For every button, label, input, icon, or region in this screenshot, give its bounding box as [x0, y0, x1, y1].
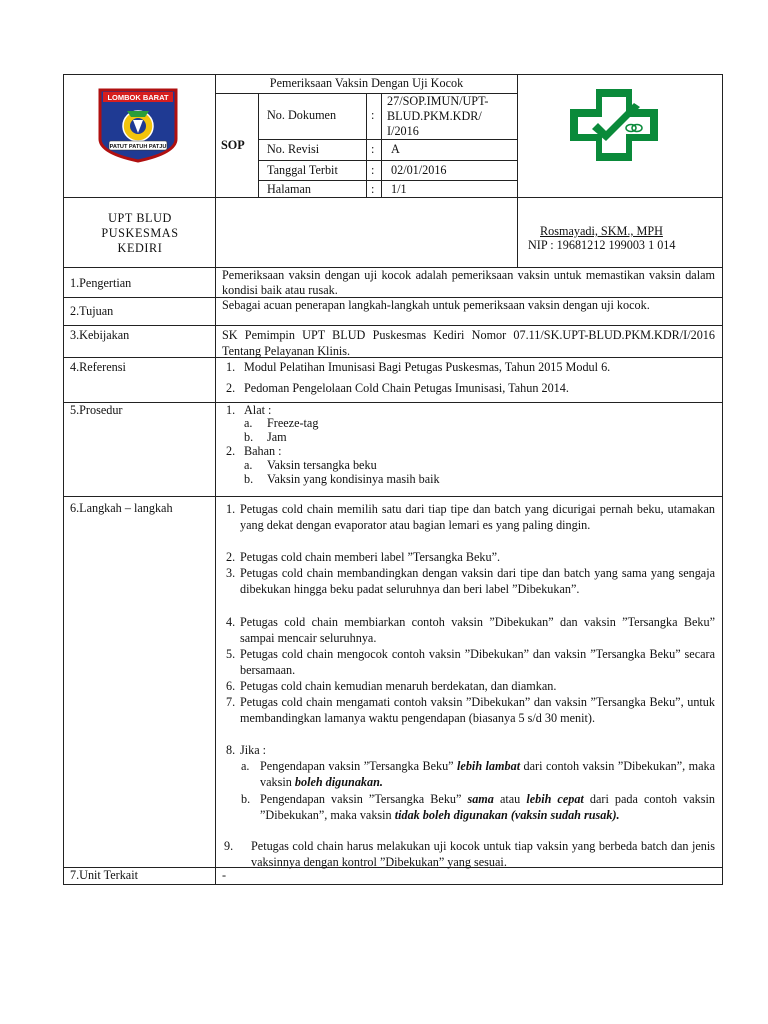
- field-value-halaman: 1/1: [391, 182, 407, 196]
- field-label-divider: [366, 93, 367, 198]
- step-num: 5.: [226, 647, 236, 661]
- org-name: UPT BLUD PUSKESMAS KEDIRI: [101, 211, 179, 255]
- referensi-num: 1.: [226, 360, 236, 374]
- step-text: Petugas cold chain membiarkan contoh vaksin ”Dibekukan” dan vaksin ”Tersangka Beku” sampai mencair seluruhnya.: [240, 615, 715, 645]
- header-right-divider: [517, 74, 518, 198]
- section-label-pengertian: 1.Pengertian: [70, 276, 132, 290]
- emblem-banner-text: LOMBOK BARAT: [107, 93, 169, 102]
- langkah-step: [222, 678, 715, 694]
- step-num: 2.: [226, 550, 236, 564]
- emblem-ribbon-text: PATUT PATUH PATJU: [109, 144, 167, 150]
- referensi-item: Pedoman Pengelolaan Cold Chain Petugas Imunisasi, Tahun 2014.: [244, 381, 569, 395]
- field-line: [258, 160, 517, 161]
- step-num: 8.: [226, 743, 236, 757]
- section-label-langkah: 6.Langkah – langkah: [70, 501, 173, 515]
- step-text: Petugas cold chain kemudian menaruh berdekatan, dan diamkan.: [240, 679, 557, 693]
- field-value-no-revisi: A: [391, 142, 400, 156]
- prosedur-sub-num: b.: [244, 430, 254, 444]
- border-left: [63, 74, 64, 885]
- section-text-pengertian: Pemeriksaan vaksin dengan uji kocok adalah pemeriksaan vaksin untuk memastikan vaksin dalam kondisi baik atau rusak.: [222, 268, 715, 297]
- langkah-step: [222, 614, 715, 646]
- prosedur-sub-num: b.: [244, 472, 254, 486]
- langkah-step: [222, 501, 715, 533]
- section-label-referensi: 4.Referensi: [70, 360, 126, 374]
- prosedur-num: 2.: [226, 444, 236, 458]
- referensi-num: 2.: [226, 381, 236, 395]
- referensi-item: Modul Pelatihan Imunisasi Bagi Petugas Puskesmas, Tahun 2015 Modul 6.: [244, 360, 611, 374]
- row-line: [63, 325, 723, 326]
- langkah-step: [222, 549, 715, 565]
- field-line: [258, 139, 517, 140]
- field-label-tanggal-terbit: Tanggal Terbit: [267, 163, 338, 177]
- langkah-step: [222, 694, 715, 726]
- field-line: [258, 180, 517, 181]
- langkah-step: [222, 838, 715, 870]
- step-text: Petugas cold chain membandingkan dengan vaksin dari tipe dan batch yang sama yang sengaja dibekukan hingga beku padat seluruhnya dan beri label ”Dibekukan”.: [240, 566, 715, 596]
- step-num: 6.: [226, 679, 236, 693]
- step-text: Petugas cold chain memberi label ”Tersangka Beku”.: [240, 550, 501, 564]
- sop-label: SOP: [221, 138, 245, 152]
- signature-divider: [517, 197, 518, 268]
- signer-nip: NIP : 19681212 199003 1 014: [528, 238, 676, 252]
- step-text: Petugas cold chain mengocok contoh vaksin ”Dibekukan” dan vaksin ”Tersangka Beku” secara bersamaan.: [240, 647, 715, 677]
- field-value-no-dokumen: 27/SOP.IMUN/UPT-BLUD.PKM.KDR/ I/2016: [387, 94, 489, 138]
- step-num: 4.: [226, 615, 236, 629]
- section-text-tujuan: Sebagai acuan penerapan langkah-langkah untuk pemeriksaan vaksin dengan uji kocok.: [222, 298, 650, 312]
- field-colon: :: [371, 108, 375, 122]
- langkah-step: [222, 565, 715, 597]
- step-text: Petugas cold chain harus melakukan uji kocok untuk tiap vaksin yang berbeda batch dan jenis vaksinnya dengan kontrol ”Dibekukan” yang sesuai.: [251, 839, 715, 869]
- prosedur-num: 1.: [226, 403, 236, 417]
- prosedur-bahan-label: Bahan :: [244, 444, 282, 458]
- step-num: 3.: [226, 566, 236, 580]
- field-label-no-dokumen: No. Dokumen: [267, 108, 337, 122]
- field-colon: :: [371, 142, 375, 156]
- section-label-prosedur: 5.Prosedur: [70, 403, 123, 417]
- prosedur-alat-label: Alat :: [244, 403, 272, 417]
- prosedur-sub-num: a.: [244, 416, 253, 430]
- unit-terkait-value: -: [222, 868, 227, 882]
- lombok-barat-emblem: [97, 87, 179, 163]
- section-text-kebijakan: SK Pemimpin UPT BLUD Puskesmas Kediri Nomor 07.11/SK.UPT-BLUD.PKM.KDR/I/2016 Tentang Pelayanan Klinis.: [222, 328, 715, 358]
- header-bottom-line: [63, 197, 723, 198]
- border-bottom: [63, 884, 723, 885]
- step-text: Petugas cold chain mengamati contoh vaksin ”Dibekukan” dan vaksin ”Tersangka Beku”, untuk membandingkan lamanya waktu pengendapan (biasanya 5 s/d 30 menit).: [240, 695, 715, 725]
- signer-name: Rosmayadi, SKM., MPH: [540, 224, 663, 238]
- field-colon: :: [371, 182, 375, 196]
- field-label-no-revisi: No. Revisi: [267, 142, 320, 156]
- jika-text: Pengendapan vaksin ”Tersangka Beku” sama atau lebih cepat dari pada contoh vaksin ”Dibekukan”, maka vaksin tidak boleh digunakan (vaksin sudah rusak).: [260, 792, 715, 822]
- jika-item-b: [241, 791, 715, 823]
- prosedur-bahan-item: Vaksin tersangka beku: [267, 458, 377, 472]
- row-line: [63, 402, 723, 403]
- sub-num: a.: [241, 759, 250, 773]
- step-text: Jika :: [240, 743, 267, 757]
- prosedur-alat-item: Jam: [267, 430, 287, 444]
- border-top: [63, 74, 723, 75]
- sop-title: Pemeriksaan Vaksin Dengan Uji Kocok: [269, 76, 464, 90]
- field-colon: :: [371, 163, 375, 177]
- step-num: 9.: [224, 839, 234, 853]
- step-num: 7.: [226, 695, 236, 709]
- section-label-tujuan: 2.Tujuan: [70, 304, 114, 318]
- section-label-unit-terkait: 7.Unit Terkait: [70, 868, 138, 882]
- prosedur-sub-num: a.: [244, 458, 253, 472]
- step-num: 1.: [226, 502, 236, 516]
- prosedur-alat-item: Freeze-tag: [267, 416, 319, 430]
- field-label-halaman: Halaman: [267, 182, 311, 196]
- border-right: [722, 74, 723, 885]
- sub-num: b.: [241, 792, 251, 806]
- prosedur-bahan-item: Vaksin yang kondisinya masih baik: [267, 472, 440, 486]
- row-line: [63, 496, 723, 497]
- langkah-step: [222, 742, 715, 758]
- step-text: Petugas cold chain memilih satu dari tiap tipe dan batch yang dicurigai pernah beku, utamakan yang dekat dengan evaporator atau bagian lemari es yang paling dingin.: [240, 502, 715, 532]
- sop-divider: [258, 93, 259, 198]
- column-divider: [215, 74, 216, 885]
- jika-item-a: [241, 758, 715, 790]
- puskesmas-logo-icon: [568, 87, 660, 163]
- section-label-kebijakan: 3.Kebijakan: [70, 328, 130, 342]
- jika-text: Pengendapan vaksin ”Tersangka Beku” lebih lambat dari contoh vaksin ”Dibekukan”, maka vaksin boleh digunakan.: [260, 759, 716, 789]
- field-value-tanggal-terbit: 02/01/2016: [391, 163, 447, 177]
- field-colon-divider: [381, 93, 382, 198]
- langkah-step: [222, 646, 715, 678]
